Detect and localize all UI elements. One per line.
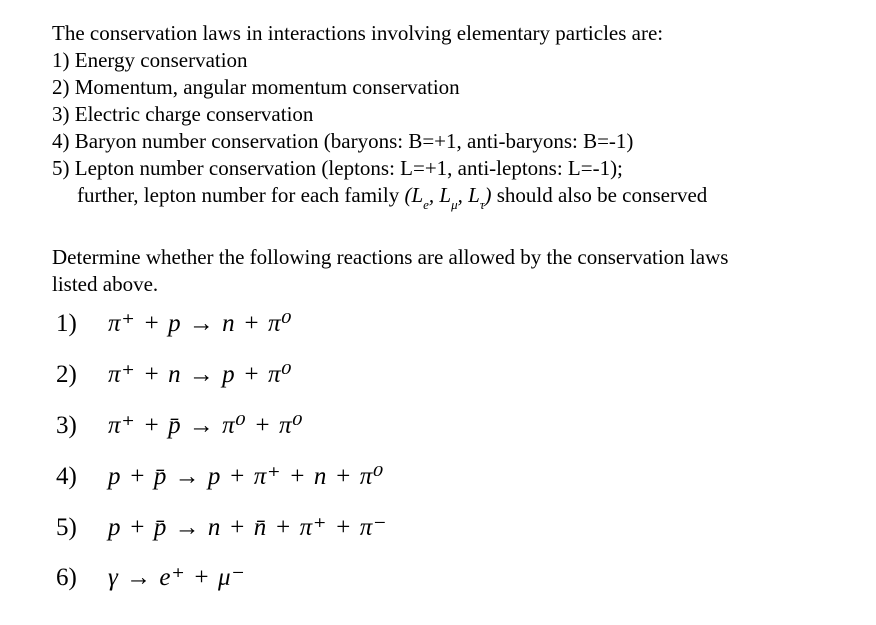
family-sub-mu: μ (451, 197, 458, 212)
reaction-equation: π⁺ + p → n + π⁰ (108, 310, 293, 337)
law-3: 3) Electric charge conservation (52, 102, 314, 126)
reaction-equation: γ → e⁺ + μ⁻ (108, 564, 246, 591)
reaction-3 (56, 410, 304, 442)
reaction-equation: π⁺ + p̄ → π⁰ + π⁰ (108, 412, 304, 439)
family-close: ) (484, 183, 492, 207)
reaction-1 (56, 308, 293, 340)
intro-heading: The conservation laws in interactions involving elementary particles are: (52, 21, 664, 45)
reaction-equation: π⁺ + n → p + π⁰ (108, 361, 293, 388)
law-2: 2) Momentum, angular momentum conservation (52, 75, 460, 99)
family-sep-1: , L (428, 183, 452, 207)
reaction-number: 1) (56, 310, 77, 337)
reaction-number: 4) (56, 463, 77, 490)
reaction-2 (56, 359, 293, 391)
law-5: 5) Lepton number conservation (leptons: L=+1, anti-leptons: L=-1); (52, 156, 623, 180)
reaction-6 (56, 562, 246, 594)
question-line-1: Determine whether the following reactions are allowed by the conservation laws (52, 245, 729, 269)
family-sub-e: e (423, 197, 429, 212)
family-sub-tau: τ (479, 197, 485, 212)
family-tail: should also be conserved (496, 183, 708, 207)
family-text: further, lepton number for each family (77, 183, 400, 207)
question-line-2: listed above. (52, 272, 159, 296)
family-open: (L (404, 183, 424, 207)
reaction-number: 3) (56, 412, 77, 439)
reaction-5 (56, 512, 387, 544)
reaction-equation: p + p̄ → p + π⁺ + n + π⁰ (108, 463, 385, 490)
family-sep-2: , L (457, 183, 480, 207)
reaction-number: 5) (56, 514, 77, 541)
reaction-equation: p + p̄ → n + n̄ + π⁺ + π⁻ (108, 514, 388, 541)
reaction-4 (56, 461, 384, 493)
lepton-family-line (77, 182, 707, 211)
law-4: 4) Baryon number conservation (baryons: B=+1, anti-baryons: B=-1) (52, 129, 634, 153)
reaction-number: 6) (56, 564, 77, 591)
law-1: 1) Energy conservation (52, 48, 248, 72)
reaction-number: 2) (56, 361, 77, 388)
